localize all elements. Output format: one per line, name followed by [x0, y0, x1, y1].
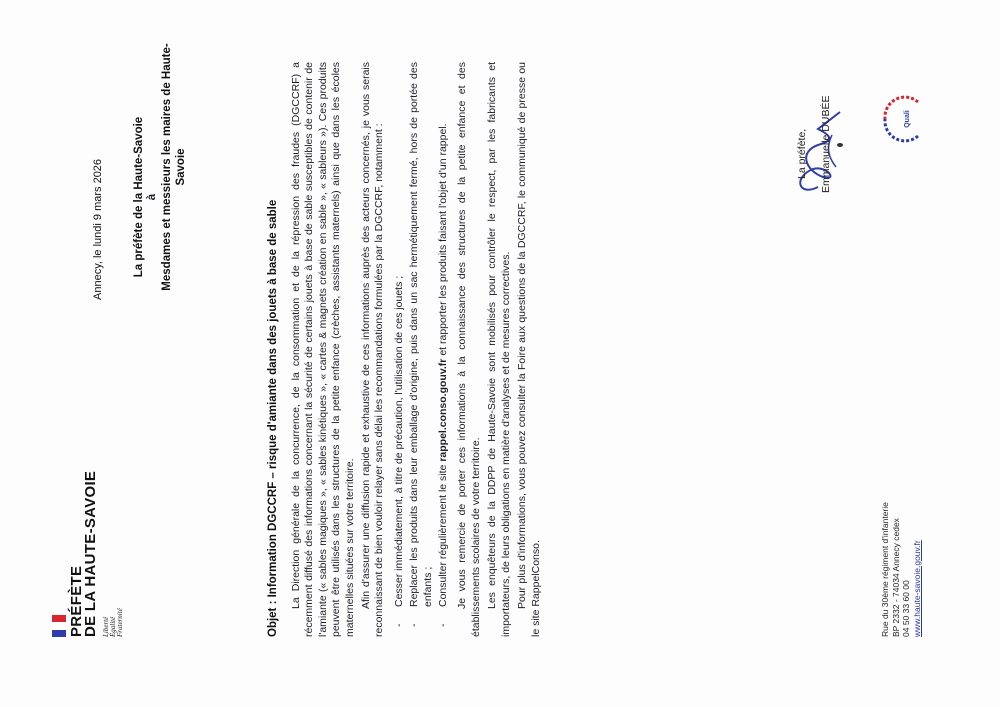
recommendation-3-suffix: et rapporter les produits faisant l'objet d'un rappel.	[437, 123, 450, 359]
letter-object: Objet : Information DGCCRF – risque d'amiante dans des jouets à base de sable	[267, 199, 279, 637]
prefecture-line-2: DE LA HAUTE-SAVOIE	[82, 470, 99, 637]
prefecture-name	[70, 471, 98, 637]
sender-to: à	[146, 193, 158, 201]
sender-title: La préfète de la Haute-Savoie	[133, 116, 145, 278]
letter-body	[290, 62, 546, 637]
rappel-conso-link[interactable]: rappel.conso.gouv.fr	[437, 358, 450, 462]
motto-egalite: Égalité	[109, 616, 117, 637]
recommendation-3-prefix: Consulter régulièrement le site	[437, 461, 450, 607]
signature-name: Emmanuelle DUBÉE	[820, 95, 832, 193]
address-line-1: Rue du 30ème régiment d'infanterie	[880, 502, 890, 637]
flag-icon	[52, 615, 66, 637]
phone-number: 04 50 33 60 00	[901, 580, 911, 637]
footer-address	[880, 502, 922, 637]
marianne-logo	[52, 597, 69, 637]
prefecture-line-1: PRÉFÈTE	[68, 565, 85, 637]
recommendations-list	[393, 62, 451, 637]
paragraph-1: La Direction générale de la concurrence, de la consommation et de la répression des fraudes (DGCCRF) a récemment diffusé des informations concernant la sécurité de certains jouets à base de sable susceptibles de contenir de l'amiante (« sables magiques », « sables kinétiques », « cartes & magnets création en sable », « sableurs »). Ces produits peuvent être utilisés dans les structures de la petite enfance (crèches, assistants maternels) ainsi que dans les écoles maternelles situées sur votre territoire.	[290, 62, 356, 637]
paragraph-4: Les enquêteurs de la DDPP de Haute-Savoie sont mobilisés pour contrôler le respect, par les fabricants et importateurs, de leurs obligations en matière d'analyses et de mesures correctives.	[486, 62, 512, 637]
letter-date: Annecy, le lundi 9 mars 2026	[92, 158, 104, 300]
paragraph-5: Pour plus d'informations, vous pouvez consulter la Foire aux questions de la DGCCRF, le communiqué de presse ou le site RappelConso.	[516, 62, 542, 637]
address-line-2: BP 2332 - 74034 Annecy cedex	[890, 518, 901, 637]
paragraph-2: Afin d'assurer une diffusion rapide et exhaustive de ces informations auprès des acteurs concernés, je vous serais reconnaissant de bien vouloir relayer sans délai les recommandations formulées par la DGCCRF, notamment :	[360, 62, 386, 637]
recommendation-2: - Replacer les produits dans leur emballage d'origine, puis dans un sac hermétiquement fermé, hors de portée des enfants ;	[408, 62, 435, 637]
quali-label-logo	[880, 94, 930, 144]
signature-label: La préfète,	[796, 128, 808, 179]
recommendation-1: - Cesser immédiatement, à titre de précaution, l'utilisation de ces jouets ;	[393, 62, 406, 637]
ink-mark	[837, 143, 843, 147]
recipient: Mesdames et messieurs les maires de Haute-Savoie	[161, 43, 187, 291]
quali-logo-text: Quali	[904, 110, 911, 128]
recommendation-3	[437, 62, 450, 637]
motto-liberte: Liberté	[102, 616, 110, 637]
republic-motto	[103, 608, 124, 637]
paragraph-3: Je vous remercie de porter ces informations à la connaissance des structures de la petite enfance et des établissements scolaires de votre territoire.	[456, 62, 482, 637]
motto-fraternite: Fraternité	[116, 608, 124, 637]
website-link[interactable]: www.haute-savoie.gouv.fr	[911, 540, 922, 637]
